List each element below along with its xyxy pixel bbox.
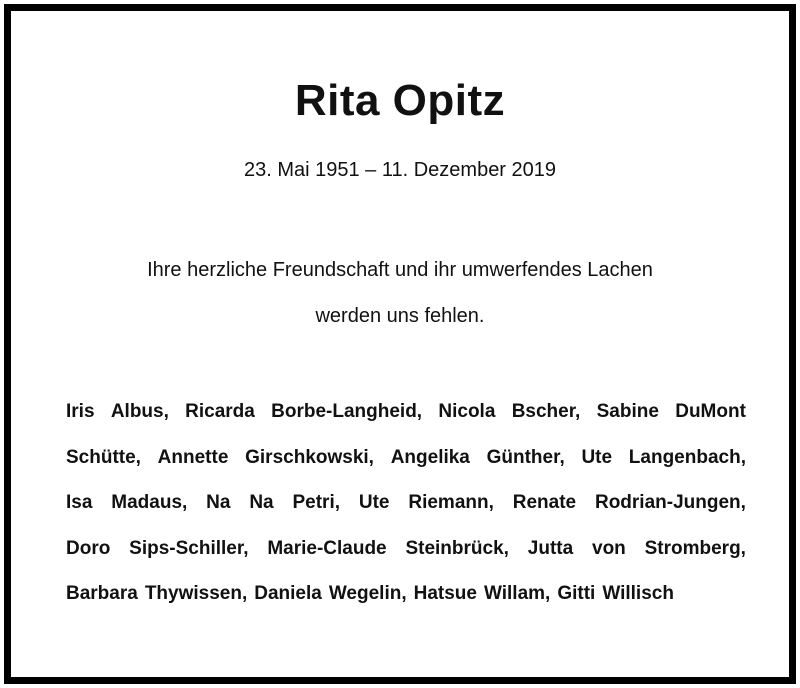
deceased-name: Rita Opitz bbox=[294, 76, 506, 125]
mourner-word: DuMont bbox=[675, 401, 746, 422]
mourner-word: Bscher, bbox=[511, 401, 581, 422]
life-dates: 23. Mai 1951 – 11. Dezember 2019 bbox=[243, 159, 557, 181]
mourner-word: Sips-Schiller, bbox=[129, 537, 249, 559]
mourner-word: Na bbox=[206, 492, 231, 513]
mourner-word: Ute bbox=[358, 492, 390, 513]
mourner-word: Angelika bbox=[390, 446, 470, 468]
mourner-word: Renate bbox=[512, 492, 577, 513]
mourner-word: Hatsue bbox=[413, 583, 477, 604]
mourner-word: Rodrian-Jungen, bbox=[594, 492, 746, 513]
mourner-word: Ricarda bbox=[185, 401, 255, 422]
mourner-word: Ute bbox=[581, 446, 613, 468]
message-line: Ihre herzliche Freundschaft und ihr umwerfendes Lachen bbox=[147, 259, 653, 281]
mourner-word: Gitti bbox=[557, 583, 596, 604]
mourner-word: Girschkowski, bbox=[245, 446, 374, 468]
mourner-word: Doro bbox=[66, 537, 111, 559]
mourner-word: Schütte, bbox=[66, 446, 141, 468]
mourners-list bbox=[66, 399, 746, 627]
notice-frame bbox=[4, 4, 796, 684]
mourner-word: Borbe-Langheid, bbox=[271, 401, 423, 422]
mourner-word: von bbox=[592, 537, 626, 559]
mourner-word: Steinbrück, bbox=[405, 537, 509, 559]
mourner-word: Marie-Claude bbox=[267, 537, 387, 559]
mourners-line bbox=[66, 490, 746, 536]
mourner-word: Albus, bbox=[110, 401, 169, 422]
mourner-word: Stromberg, bbox=[644, 537, 746, 559]
mourner-word: Petri, bbox=[292, 492, 341, 513]
mourner-word: Jutta bbox=[527, 537, 574, 559]
mourner-word: Willisch bbox=[602, 583, 674, 604]
mourners-line bbox=[66, 536, 746, 582]
mourner-word: Iris bbox=[66, 401, 95, 422]
condolence-message bbox=[11, 257, 789, 349]
mourners-line bbox=[66, 399, 746, 445]
mourner-word: Madaus, bbox=[111, 492, 188, 513]
mourner-word: Willam, bbox=[483, 583, 551, 604]
mourner-word: Barbara bbox=[66, 583, 138, 604]
mourners-line bbox=[66, 581, 746, 627]
mourner-word: Daniela bbox=[254, 583, 322, 604]
mourner-word: Langenbach, bbox=[628, 446, 746, 468]
message-line: werden uns fehlen. bbox=[315, 305, 485, 327]
mourners-line bbox=[66, 445, 746, 491]
mourner-word: Sabine bbox=[596, 401, 659, 422]
mourner-word: Annette bbox=[157, 446, 229, 468]
mourner-word: Thywissen, bbox=[144, 583, 248, 604]
mourner-word: Wegelin, bbox=[328, 583, 407, 604]
mourner-word: Riemann, bbox=[408, 492, 494, 513]
mourner-word: Nicola bbox=[438, 401, 496, 422]
mourner-word: Günther, bbox=[486, 446, 565, 468]
mourner-word: Isa bbox=[66, 492, 93, 513]
mourner-word: Na bbox=[249, 492, 274, 513]
